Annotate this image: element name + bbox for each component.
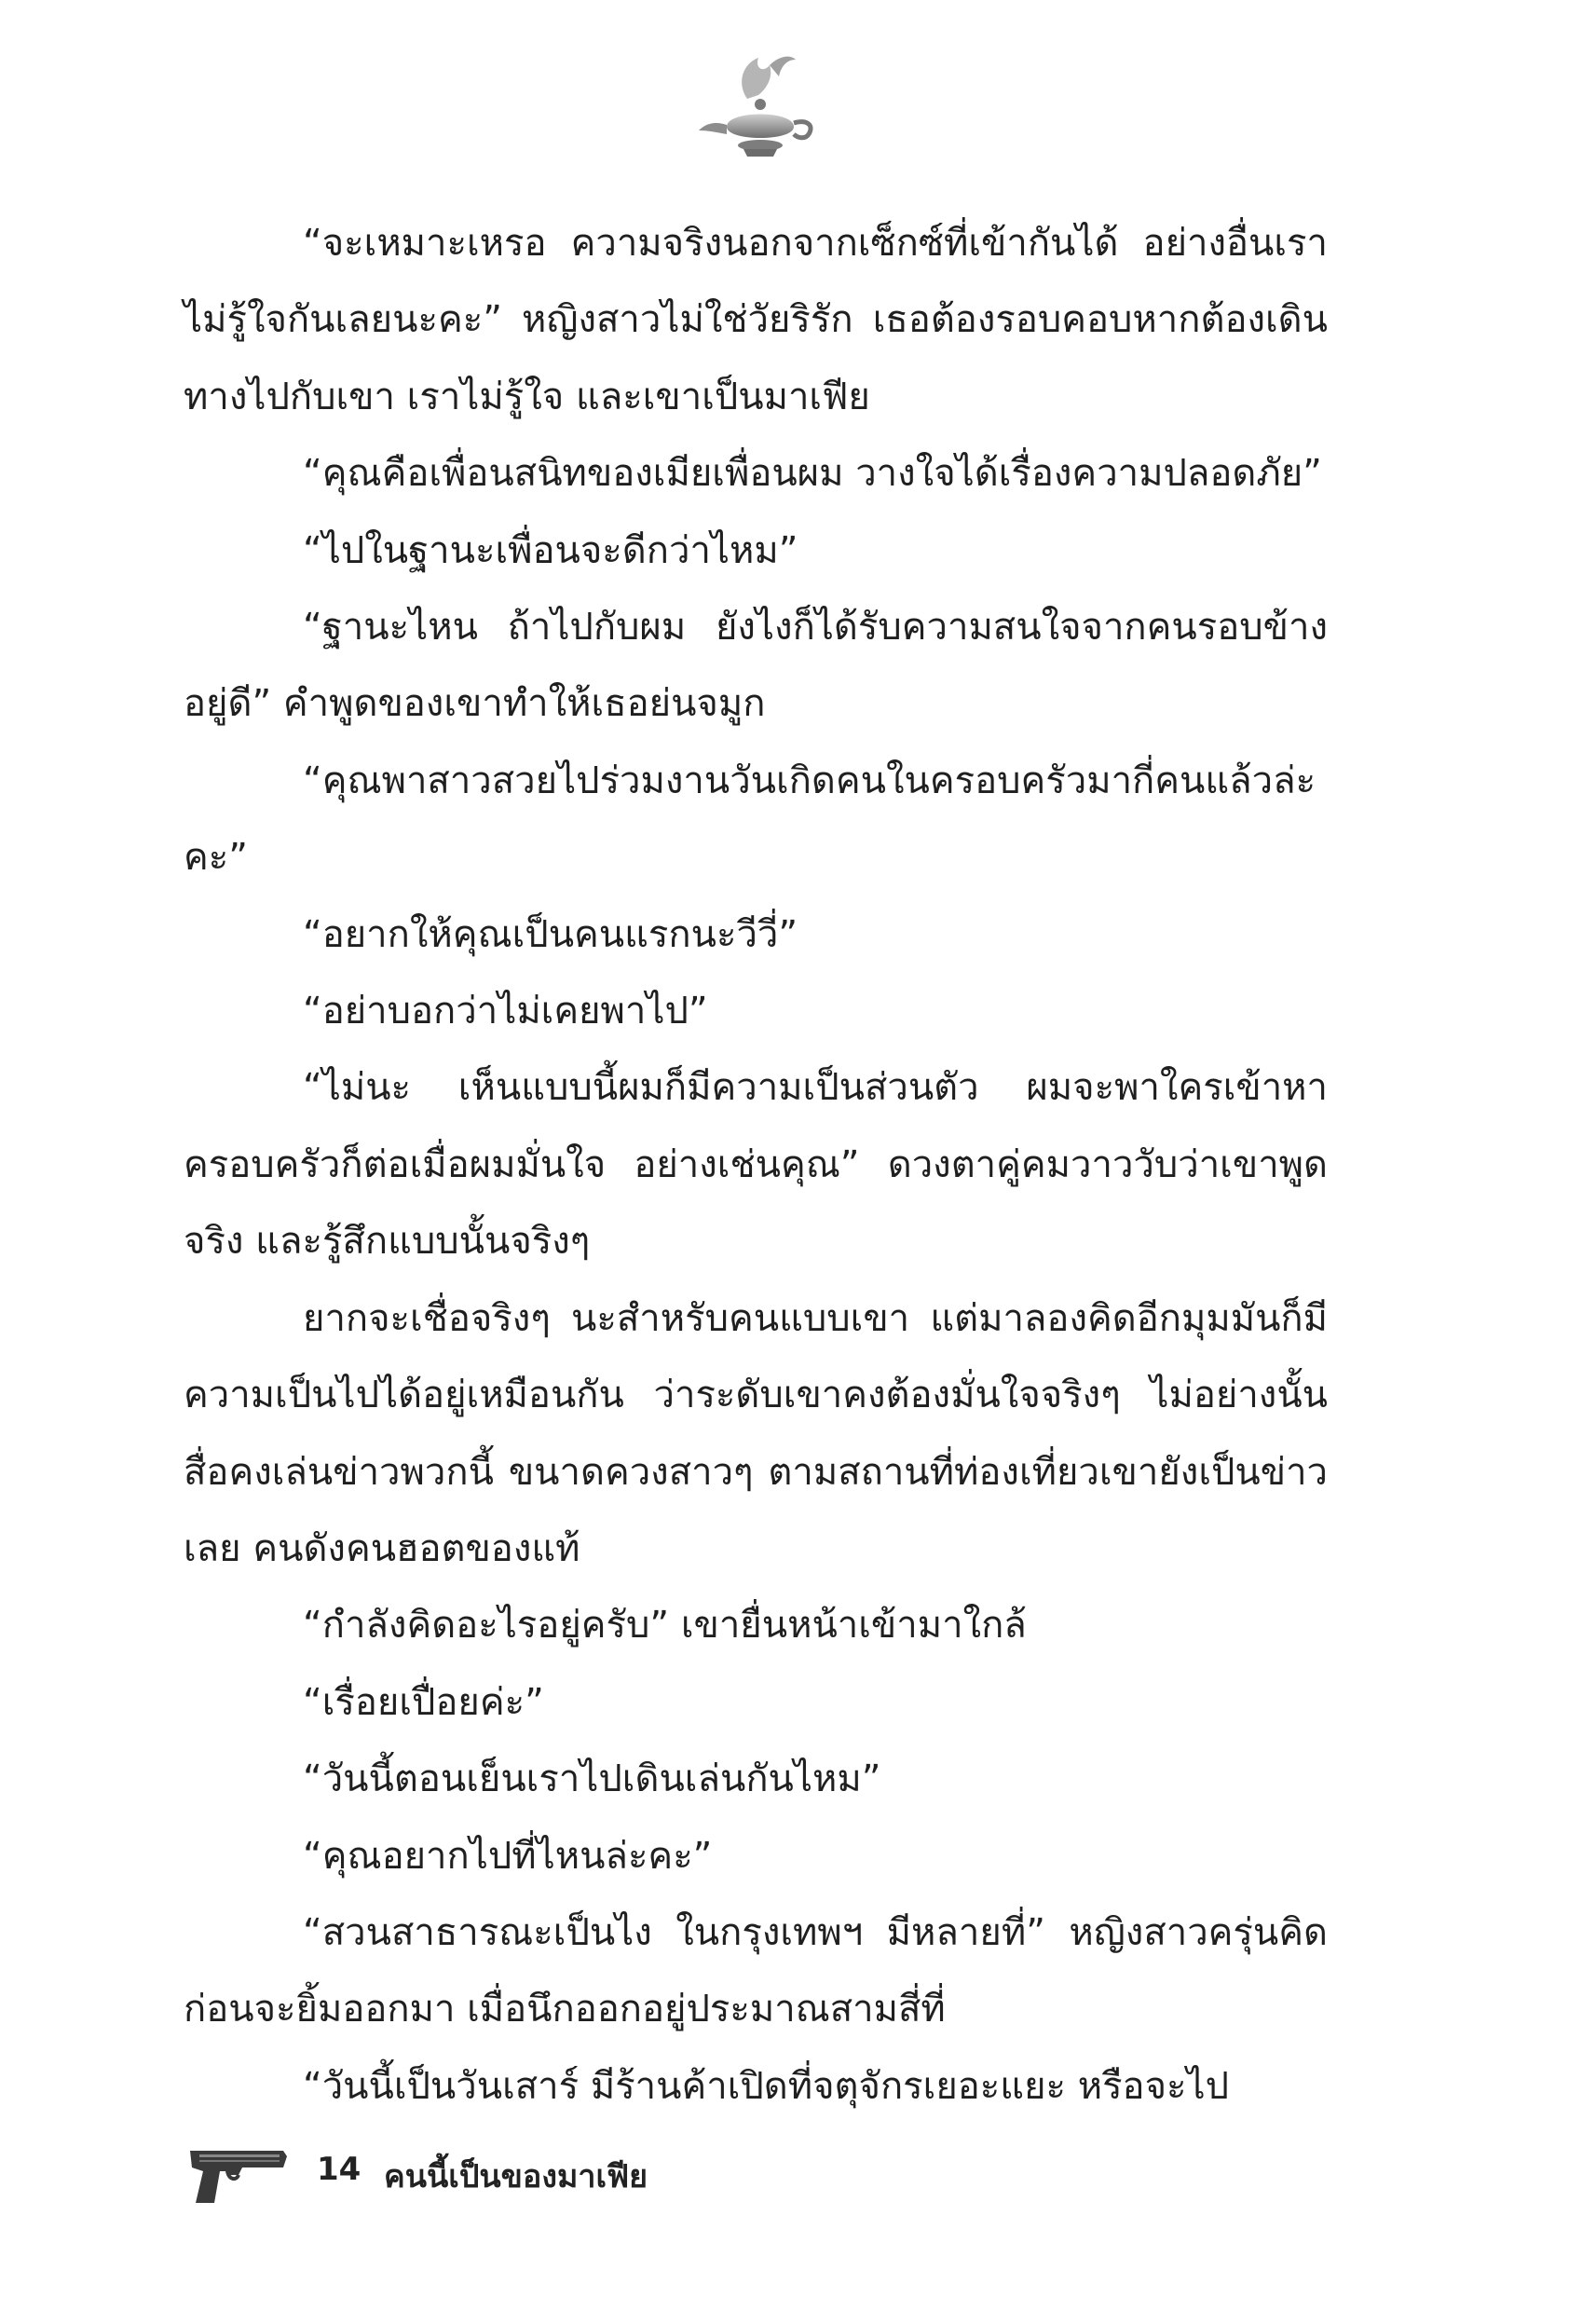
genie-lamp-icon <box>689 45 829 166</box>
paragraph: “สวนสาธารณะเป็นไง ในกรุงเทพฯ มีหลายที่” หญิงสาวครุ่นคิดก่อนจะยิ้มออกมา เมื่อนึกออกอยู่ประมาณสามสี่ที่ <box>184 1910 1328 2031</box>
book-title: คนนี้เป็นของมาเฟีย <box>384 2158 648 2195</box>
paragraph: “คุณพาสาวสวยไปร่วมงานวันเกิดคนในครอบครัวมากี่คนแล้วล่ะคะ” <box>184 759 1316 880</box>
paragraph: “อย่าบอกว่าไม่เคยพาไป” <box>303 990 708 1033</box>
paragraph: “อยากให้คุณเป็นคนแรกนะวีวี่” <box>303 912 798 956</box>
body-text <box>184 205 1328 2125</box>
paragraph: “คุณคือเพื่อนสนิทของเมียเพื่อนผม วางใจได้เรื่องความปลอดภัย” <box>303 452 1322 496</box>
paragraph: “เรื่อยเปื่อยค่ะ” <box>303 1680 544 1724</box>
page-footer <box>186 2140 745 2223</box>
paragraph: “ฐานะไหน ถ้าไปกับผม ยังไงก็ได้รับความสนใจจากคนรอบข้างอยู่ดี” คำพูดของเขาทำให้เธอย่นจมูก <box>184 606 1328 726</box>
paragraph: ยากจะเชื่อจริงๆ นะสำหรับคนแบบเขา แต่มาลองคิดอีกมุมมันก็มีความเป็นไปได้อยู่เหมือนกัน ว่าระดับเขาคงต้องมั่นใจจริงๆ ไม่อย่างนั้นสื่อคงเล่นข่าวพวกนี้ ขนาดควงสาวๆ ตามสถานที่ท่องเที่ยวเขายังเป็นข่าวเลย คนดังคนฮอตของแท้ <box>184 1296 1328 1570</box>
page-number: 14 <box>317 2151 361 2188</box>
paragraph: “คุณอยากไปที่ไหนล่ะคะ” <box>303 1834 713 1878</box>
paragraph: “กำลังคิดอะไรอยู่ครับ” เขายื่นหน้าเข้ามาใกล้ <box>303 1604 1027 1648</box>
paragraph: “จะเหมาะเหรอ ความจริงนอกจากเซ็กซ์ที่เข้ากันได้ อย่างอื่นเราไม่รู้ใจกันเลยนะคะ” หญิงสาวไม่ใช่วัยริรัก เธอต้องรอบคอบหากต้องเดินทางไปกับเขา เราไม่รู้ใจ และเขาเป็นมาเฟีย <box>184 222 1328 418</box>
paragraph: “วันนี้ตอนเย็นเราไปเดินเล่นกันไหม” <box>303 1757 881 1801</box>
paragraph: “ไปในฐานะเพื่อนจะดีกว่าไหม” <box>303 528 798 572</box>
pistol-icon <box>186 2143 289 2210</box>
paragraph: “วันนี้เป็นวันเสาร์ มีร้านค้าเปิดที่จตุจักรเยอะแยะ หรือจะไป <box>303 2064 1230 2108</box>
paragraph: “ไม่นะ เห็นแบบนี้ผมก็มีความเป็นส่วนตัว ผมจะพาใครเข้าหาครอบครัวก็ต่อเมื่อผมมั่นใจ อย่างเช่นคุณ” ดวงตาคู่คมวาววับว่าเขาพูดจริง และรู้สึกแบบนั้นจริงๆ <box>184 1066 1328 1264</box>
